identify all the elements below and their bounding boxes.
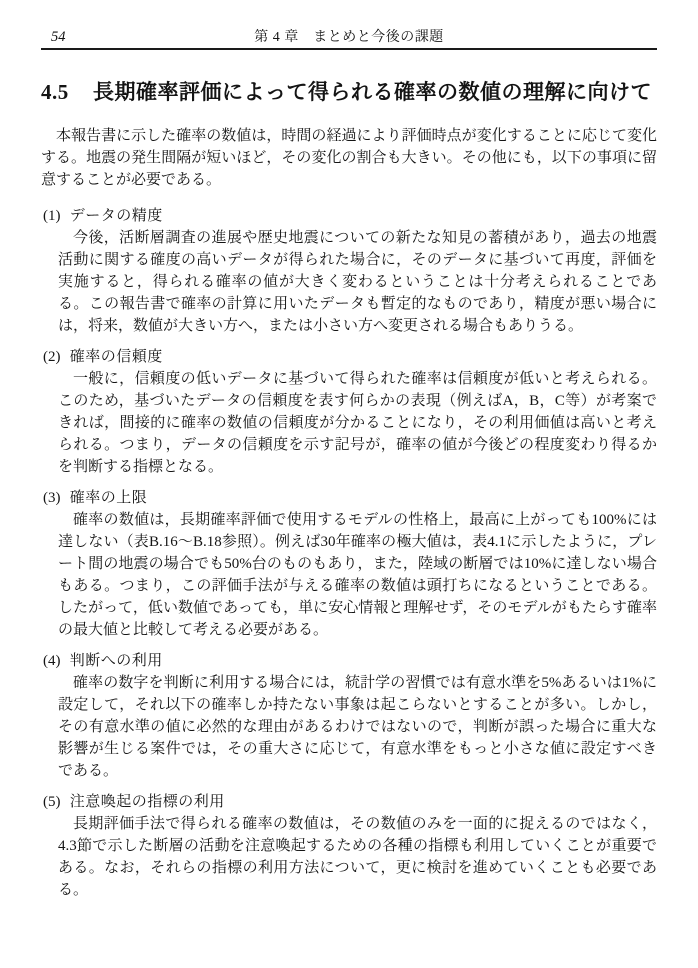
item-4-heading <box>41 650 657 672</box>
item-body: 今後，活断層調査の進展や歴史地震についての新たな知見の蓄積があり，過去の地震活動に関する確度の高いデータが得られた場合に，そのデータに基づいて再度，評価を実施すると，得られる確率の値が大きく変わるということは十分考えられることである。この報告書で確率の計算に用いたデータも暫定的なものであり，精度が悪い場合には，将来，数値が大きい方へ，または小さい方へ変更される場合もありうる。 <box>58 230 657 335</box>
page-number: 54 <box>51 29 66 45</box>
list-item-3 <box>41 487 657 641</box>
running-header <box>41 26 657 50</box>
running-chapter-title: 第 4 章 まとめと今後の課題 <box>254 30 444 45</box>
item-marker: (3) <box>43 490 61 507</box>
item-body: 確率の数値は，長期確率評価で使用するモデルの性格上，最高に上がっても100%には達しない（表B.16〜B.18参照）。例えば30年確率の極大値は，表4.1に示したように，プレート間の地震の場合でも50%台のものもあり，また，陸域の断層では10%に達しない場合もある。つまり，この評価手法が与える確率の数値は頭打ちになるということである。したがって，低い数値であっても，単に安心情報と理解せず，そのモデルがもたらす確率の最大値と比較して考える必要がある。 <box>58 512 657 639</box>
item-body: 確率の数字を判断に利用する場合には，統計学の習慣では有意水準を5%あるいは1%に設定して，それ以下の確率しか持たない事象は起こらないとすることが多い。しかし，その有意水準の値に必然的な理由があるわけではないので，判断が誤った場合に重大な影響が生じる案件では，その重大さに応じて，有意水準をもっと小さな値に設定すべきである。 <box>58 675 657 780</box>
section-title: 長期確率評価によって得られる確率の数値の理解に向けて <box>93 81 652 104</box>
item-title: 注意喚起の指標の利用 <box>69 794 225 811</box>
item-5-heading <box>41 791 657 813</box>
item-title: データの精度 <box>69 208 163 225</box>
section-heading <box>41 80 657 105</box>
list-item-2 <box>41 346 657 478</box>
item-title: 判断への利用 <box>69 653 163 670</box>
item-2-heading <box>41 346 657 368</box>
intro-paragraph: 本報告書に示した確率の数値は，時間の経過により評価時点が変化することに応じて変化する。地震の発生間隔が短いほど，その変化の割合も大きい。その他にも，以下の事項に留意することが必要である。 <box>41 128 657 189</box>
item-1-heading <box>41 205 657 227</box>
item-marker: (1) <box>43 208 61 225</box>
item-marker: (5) <box>43 794 61 811</box>
item-title: 確率の上限 <box>69 490 148 507</box>
item-title: 確率の信頼度 <box>69 349 163 366</box>
list-item-5 <box>41 791 657 901</box>
item-marker: (4) <box>43 653 61 670</box>
item-body: 一般に，信頼度の低いデータに基づいて得られた確率は信頼度が低いと考えられる。このため，基づいたデータの信頼度を表す何らかの表現（例えばA，B，C等）が考案できれば，間接的に確率の数値の信頼度が分かることになり，その利用価値は高いと考えられる。つまり，データの信頼度を示す記号が，確率の値が今後どの程度変わり得るかを判断する指標となる。 <box>58 371 657 476</box>
list-item-1 <box>41 205 657 337</box>
section-number: 4.5 <box>41 80 69 104</box>
list-item-4 <box>41 650 657 782</box>
item-marker: (2) <box>43 349 61 366</box>
item-3-heading <box>41 487 657 509</box>
item-body: 長期評価手法で得られる確率の数値は，その数値のみを一面的に捉えるのではなく，4.3節で示した断層の活動を注意喚起するための各種の指標も利用していくことが重要である。なお，それらの指標の利用方法について，更に検討を進めていくことも必要である。 <box>58 816 657 899</box>
